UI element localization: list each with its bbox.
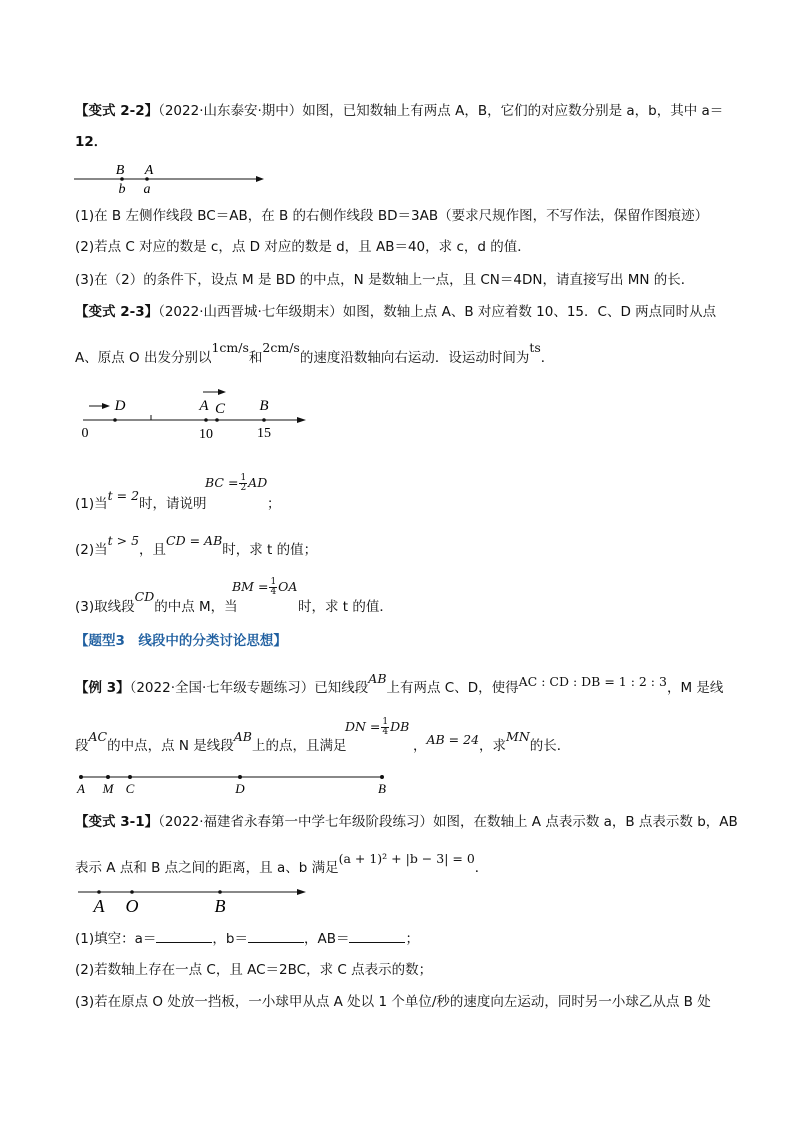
v22-line1: [75, 101, 723, 121]
v23-q1-eq-right: AD: [248, 475, 268, 490]
v23-q1-cond: t = 2: [107, 488, 140, 503]
v22-source: （2022·山东泰安·期中）: [158, 103, 303, 119]
v23-q1-text-b: 时，请说明: [139, 496, 207, 512]
v23-speed2: 2cm/s: [262, 340, 300, 355]
v31-text1: 如图，在数轴上 A 点表示数 a，B 点表示数 b，AB: [433, 814, 738, 830]
v31-line2: [75, 851, 489, 878]
v23-q3: [75, 589, 238, 617]
v23-q1-fraction: [239, 474, 247, 493]
v31-label-A: A: [93, 896, 105, 916]
v23-q3-equation: [232, 578, 297, 597]
v23-q1-frac-den: 2: [240, 483, 247, 493]
ex3-text1a: 已知线段: [314, 680, 369, 696]
ex3-text2f: 的长．: [529, 738, 571, 754]
v31-q1-b-label: ，b＝: [212, 931, 248, 947]
v22-q2: (2)若点 C 对应的数是 c，点 D 对应的数是 d，且 AB＝40，求 c，d 的值．: [75, 239, 531, 255]
ex3-line2: [75, 729, 347, 756]
v23-q1-text-a: (1)当: [75, 496, 108, 512]
v31-q1: [75, 928, 419, 949]
v23-q2: [75, 533, 318, 560]
ex3-text2c: 上的点，且满足: [252, 738, 347, 754]
ex3-label-D: D: [235, 781, 245, 796]
v22-label-A: A: [144, 163, 154, 178]
ex3-fraction: [381, 718, 389, 737]
v23-tag: 【变式 2-3】: [75, 304, 159, 320]
v23-number-line: [75, 386, 315, 444]
ex3-frac-num: 1: [382, 717, 389, 727]
v23-q1: [75, 488, 207, 514]
ex3-segment-figure: [72, 766, 392, 798]
ex3-label-M: M: [102, 781, 114, 796]
ex3-label-A: A: [77, 781, 85, 796]
ex3-eq-dn-right: DB: [390, 719, 410, 734]
v23-q2-text-a: (2)当: [75, 542, 108, 558]
v23-label-C: C: [214, 401, 226, 417]
v23-q1-end: ；: [267, 496, 281, 512]
v23-text2c: 的速度沿数轴向右运动．设运动时间为: [299, 350, 530, 366]
ex3-text1b: 上有两点 C、D，使得: [386, 680, 519, 696]
v31-q2: (2)若数轴上存在一点 C，且 AC＝2BC，求 C 点表示的数；: [75, 962, 433, 978]
v22-q3: (3)在（2）的条件下，设点 M 是 BD 的中点，N 是数轴上一点，且 CN＝4DN，请直接写出 MN 的长．: [75, 272, 695, 288]
v23-q2-text-b: ，且: [139, 542, 167, 558]
v22-label-b: b: [118, 182, 126, 197]
v23-q3-end: 时，求 t 的值．: [298, 599, 393, 615]
v23-q3-eq-right: OA: [278, 579, 298, 594]
v23-label-D: D: [114, 398, 126, 414]
v31-q1-ab-label: ，AB＝: [303, 931, 350, 947]
type3-heading: 【题型3 线段中的分类讨论思想】: [75, 633, 287, 649]
ex3-tag: 【例 3】: [75, 680, 130, 696]
v31-blank-ab[interactable]: [349, 928, 405, 943]
ex3-text1c: ，M 是线: [666, 680, 724, 696]
v23-tick-15: 15: [257, 426, 271, 441]
ex3-frac-den: 4: [382, 727, 389, 737]
ex3-label-C: C: [125, 781, 135, 796]
ex3-text2a: 段: [75, 738, 89, 754]
v23-t-unit: ts: [529, 340, 541, 355]
v23-q3-frac-num: 1: [270, 577, 277, 587]
v22-label-B: B: [115, 163, 125, 178]
v22-number-line: [70, 160, 270, 198]
v31-condition: (a + 1)² + |b − 3| = 0: [338, 851, 475, 866]
ex3-seg-AC: AC: [88, 729, 108, 744]
v31-tag: 【变式 3-1】: [75, 814, 159, 830]
v31-number-line: [72, 882, 312, 916]
ex3-line2-rest: [413, 729, 571, 756]
v23-q3-text-b: 的中点 M，当: [154, 599, 238, 615]
v31-q1-end: ；: [405, 931, 419, 947]
v23-q2-text-c: 时，求 t 的值；: [222, 542, 318, 558]
v31-text2b: ．: [474, 860, 489, 876]
ex3-text2e: ，求: [479, 738, 507, 754]
ex3-ratio: AC : CD : DB = 1 : 2 : 3: [518, 674, 667, 689]
ex3-seg-AB: AB: [368, 671, 387, 686]
ex3-line1: [75, 671, 724, 698]
v23-tick-10: 10: [199, 427, 213, 442]
v23-q3-frac-den: 4: [270, 587, 277, 597]
v22-q1: (1)在 B 左侧作线段 BC＝AB，在 B 的右侧作线段 BD＝3AB（要求尺规作图，不写作法，保留作图痕迹）: [75, 208, 709, 224]
v23-tick-0: 0: [81, 426, 89, 441]
v22-text1: 如图，已知数轴上有两点 A，B，它们的对应数分别是 a，b，其中 a＝: [302, 103, 724, 119]
v23-text2b: 和: [248, 350, 263, 366]
v23-q1-eq-left: BC =: [205, 475, 239, 490]
v23-q2-eq: CD = AB: [166, 533, 223, 548]
ex3-eq-dn-left: DN =: [345, 719, 381, 734]
ex3-label-B: B: [378, 781, 386, 796]
v22-line2: 12．: [75, 134, 108, 150]
v31-blank-a[interactable]: [156, 928, 212, 943]
v23-line2: [75, 340, 555, 368]
v31-q1-a-label: (1)填空：a＝: [75, 931, 157, 947]
v23-q2-cond: t > 5: [107, 533, 140, 548]
v23-line1: [75, 302, 716, 322]
ex3-ab-24: AB = 24: [426, 732, 480, 747]
v23-text2a: A、原点 O 出发分别以: [75, 350, 212, 366]
ex3-text2d: ，: [413, 738, 427, 754]
v23-q3-seg: CD: [134, 589, 155, 604]
v22-tag: 【变式 2-2】: [75, 103, 159, 119]
v31-source: （2022·福建省永春第一中学七年级阶段练习）: [158, 814, 433, 830]
v23-q3-text-a: (3)取线段: [75, 599, 135, 615]
v31-blank-b[interactable]: [248, 928, 304, 943]
ex3-text2b: 的中点，点 N 是线段: [107, 738, 234, 754]
v31-line1: [75, 812, 738, 832]
ex3-seg-AB-2: AB: [233, 729, 252, 744]
v23-label-B: B: [259, 398, 269, 414]
ex3-source: （2022·全国·七年级专题练习）: [129, 680, 315, 696]
v23-text2d: ．: [540, 350, 555, 366]
v22-label-a: a: [143, 182, 151, 197]
v31-text2a: 表示 A 点和 B 点之间的距离，且 a、b 满足: [75, 860, 339, 876]
v23-label-A: A: [199, 398, 209, 414]
v23-text1: 如图，数轴上点 A、B 对应着数 10、15．C、D 两点同时从点: [342, 304, 717, 320]
v31-label-B: B: [214, 896, 226, 916]
v23-q1-equation: [205, 474, 267, 493]
ex3-seg-MN: MN: [506, 729, 530, 744]
v23-q1-frac-num: 1: [240, 473, 247, 483]
ex3-equation-dn: [345, 718, 409, 737]
v23-q3-fraction: [269, 578, 277, 597]
v23-source: （2022·山西晋城·七年级期末）: [158, 304, 343, 320]
v31-q3: (3)若在原点 O 处放一挡板，一小球甲从点 A 处以 1 个单位/秒的速度向左运动，同时另一小球乙从点 B 处: [75, 994, 711, 1010]
v23-speed1: 1cm/s: [211, 340, 249, 355]
v31-label-O: O: [125, 896, 139, 916]
v23-q3-eq-left: BM =: [232, 579, 269, 594]
